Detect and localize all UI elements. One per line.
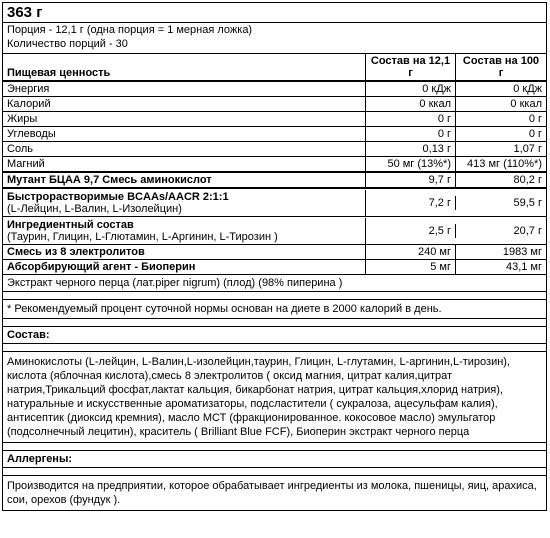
electrolytes-a: 240 мг	[366, 245, 456, 259]
bcaa-name: Быстрорастворимые BCAAs/AACR 2:1:1	[7, 190, 229, 203]
header-name: Пищевая ценность	[3, 54, 366, 80]
spacer	[3, 443, 546, 451]
nutrient-a: 50 мг (13%*)	[366, 157, 456, 171]
ingredient-sub: (Таурин, Глицин, L-Глютамин, L-Аргинин, L-Тирозин )	[7, 230, 278, 243]
nutrient-a: 0 ккал	[366, 97, 456, 111]
nutrient-name: Жиры	[3, 112, 366, 126]
nutrient-a: 0 кДж	[366, 82, 456, 96]
bioperine-a: 5 мг	[366, 260, 456, 274]
nutrient-a: 0 г	[366, 127, 456, 141]
composition-text: Аминокислоты (L-лейцин, L-Валин,L-изолейцин,таурин, Глицин, L-глутамин, L-аргинин,L-тирозин), кислота (яблочная кислота),смесь 8 электролитов ( оксид магния, цитрат калия,цитрат натрия,Трикальций фосфат,лактат кальция, бикарбонат натрия, цитрат кальция,хлорид натрия), натуральные и искусственные ароматизаторы, подсластители ( сукралоза, ацесульфам калия), антисептик (диоксид кремния), масло МСТ (фракционированное. кокосовое масло) эмульгатор (подсолнечный лецитин), краситель ( Brilliant Blue FCF), Биоперин экстракт черного перца	[3, 352, 546, 443]
ingredient-name: Ингредиентный состав	[7, 218, 134, 231]
nutrient-name: Углеводы	[3, 127, 366, 141]
ingredient-row	[3, 217, 546, 245]
bioperine-sub: Экстракт черного перца (лат.piper nigrum) (плод) (98% пиперина )	[3, 275, 546, 292]
nutrient-b: 0 г	[528, 113, 542, 125]
mutant-a: 9,7 г	[366, 173, 456, 187]
header-col-b: Состав на 100 г	[462, 55, 540, 79]
electrolytes-row	[3, 245, 546, 260]
nutrient-b: 0 ккал	[510, 98, 542, 110]
electrolytes-name: Смесь из 8 электролитов	[3, 245, 366, 259]
nutrients-list	[3, 82, 546, 173]
ingredient-name-cell	[3, 218, 366, 244]
package-weight: 363 г	[3, 3, 546, 23]
composition-title: Состав:	[3, 327, 546, 344]
nutrient-b: 0 г	[528, 128, 542, 140]
spacer	[3, 292, 546, 300]
mutant-b: 80,2 г	[513, 174, 542, 186]
nutrient-name: Соль	[3, 142, 366, 156]
spacer	[3, 468, 546, 476]
nutrient-row	[3, 127, 546, 142]
table-header	[3, 54, 546, 82]
nutrient-b: 1,07 г	[513, 143, 542, 155]
nutrient-row	[3, 97, 546, 112]
mutant-name: Мутант БЦАА 9,7 Смесь аминокислот	[3, 173, 366, 187]
ingredient-a: 2,5 г	[366, 224, 456, 238]
servings-count: Количество порций - 30	[3, 37, 546, 54]
allergens-title: Аллергены:	[3, 451, 546, 468]
nutrition-table	[2, 2, 547, 511]
nutrient-name: Энергия	[3, 82, 366, 96]
nutrient-row	[3, 112, 546, 127]
bcaa-b: 59,5 г	[513, 196, 542, 209]
spacer	[3, 319, 546, 327]
allergens-text: Производится на предприятии, которое обрабатывает ингредиенты из молока, пшеницы, яиц, арахиса, сои, орехов (фундук ).	[7, 480, 537, 506]
nutrient-row	[3, 142, 546, 157]
electrolytes-b: 1983 мг	[502, 246, 542, 258]
ingredient-b: 20,7 г	[513, 224, 542, 237]
bioperine-row	[3, 260, 546, 275]
bcaa-a: 7,2 г	[366, 196, 456, 210]
bioperine-b: 43,1 мг	[505, 261, 542, 273]
serving-size: Порция - 12,1 г (одна порция = 1 мерная ложка)	[7, 24, 253, 36]
nutrient-b: 413 мг (110%*)	[467, 158, 542, 170]
header-col-a: Состав на 12,1 г	[366, 54, 456, 80]
nutrient-name: Калорий	[3, 97, 366, 111]
bioperine-name: Абсорбирующий агент - Биоперин	[3, 260, 366, 274]
nutrient-name: Магний	[3, 157, 366, 171]
nutrient-a: 0 г	[366, 112, 456, 126]
footnote: * Рекомендуемый процент суточной нормы основан на диете в 2000 калорий в день.	[3, 300, 546, 319]
nutrient-b: 0 кДж	[513, 83, 542, 95]
nutrient-a: 0,13 г	[366, 142, 456, 156]
spacer	[3, 344, 546, 352]
bcaa-row	[3, 189, 546, 217]
bcaa-sub: (L-Лейцин, L-Валин, L-Изолейцин)	[7, 202, 182, 215]
nutrient-row	[3, 157, 546, 173]
bcaa-name-cell	[3, 190, 366, 216]
mutant-row	[3, 173, 546, 189]
nutrient-row	[3, 82, 546, 97]
